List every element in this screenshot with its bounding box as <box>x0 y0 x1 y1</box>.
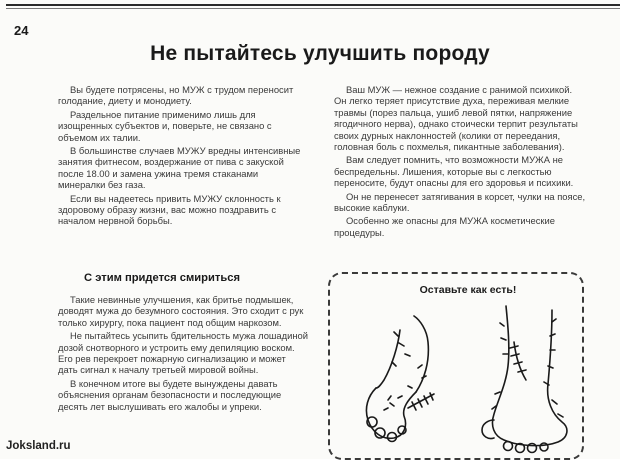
page-title: Не пытайтесь улучшить породу <box>150 42 490 65</box>
paragraph: Особенно же опасны для МУЖА косметические процедуры. <box>334 215 555 238</box>
section-heading: С этим придется смириться <box>84 272 240 284</box>
sidebar-box-heading: Оставьте как есть! <box>419 284 517 296</box>
paragraph: Если вы надеетесь привить МУЖУ склонность к здоровому образу жизни, вас можно поздравить с началом нервной борьбы. <box>58 192 281 227</box>
paragraph: Такие невинные улучшения, как бритье подмышек, доводят мужа до безумного состояния. Это сходит с рук только хирургу, пока пациент под общим наркозом. <box>58 294 304 328</box>
top-rule-thin <box>6 8 620 9</box>
section-column <box>58 294 308 414</box>
paragraph: Раздельное питание применимо лишь для изощренных субъектов и, поверьте, не связано с объемом их талии. <box>58 108 272 143</box>
paragraph: Не пытайтесь усыпить бдительность мужа лошадиной дозой снотворного и устроить ему депиляцию воском. Его рев перекроет пожарную сигнализацию и может дать сигнал к началу третьей мировой войны. <box>58 330 308 376</box>
hairy-feet-icon <box>338 296 578 456</box>
page-number: 24 <box>14 23 29 38</box>
right-column <box>334 84 586 240</box>
top-rule <box>6 4 620 6</box>
paragraph: Он не перенесет затягивания в корсет, чулки на поясе, высокие каблуки. <box>334 190 586 214</box>
paragraph: Вам следует помнить, что возможности МУЖА не беспредельны. Лишения, которые вы с легкостью переносите, будут опасны для его здоровья и психики. <box>334 154 574 189</box>
watermark: Joksland.ru <box>6 440 71 452</box>
paragraph: В большинстве случаев МУЖУ вредны интенсивные занятия фитнесом, воздержание от пива с закуской после 18.00 и замена ужина тремя стаканами минералки без газа. <box>58 145 301 191</box>
left-column <box>58 84 308 229</box>
paragraph: Ваш МУЖ — нежное создание с ранимой психикой. Он легко теряет присутствие духа, переживая мелкие травмы (порез пальца, ушиб левой пятки, напряжение ягодичного нерва), однако стоически терпит результаты своих дурных наклонностей (колики от переедания, головная боль с похмелья, пикантные заболевания). <box>334 84 578 153</box>
paragraph: Вы будете потрясены, но МУЖ с трудом переносит голодание, диету и монодиету. <box>58 84 294 107</box>
paragraph: В конечном итоге вы будете вынуждены давать объяснения органам безопасности и последующие десять лет выслушивать его жалобы и упреки. <box>58 377 282 412</box>
